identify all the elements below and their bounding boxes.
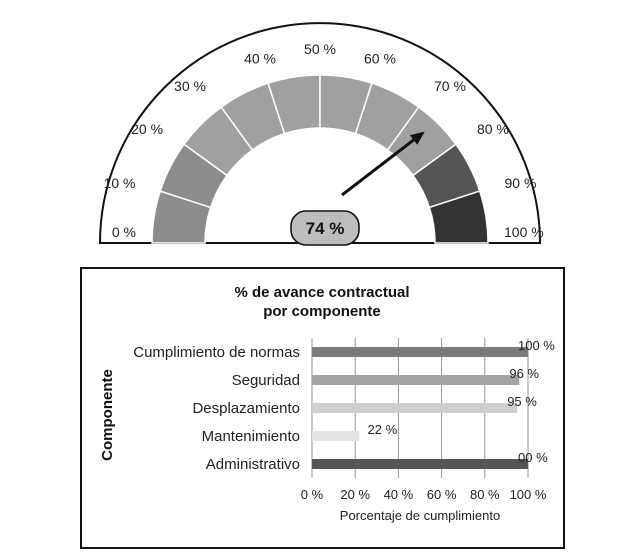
category-label: Desplazamiento bbox=[192, 400, 300, 417]
data-label: 95 % bbox=[507, 394, 537, 409]
gauge-tick-label: 50 % bbox=[304, 41, 336, 57]
data-label: 96 % bbox=[509, 366, 540, 381]
gauge-tick-label: 60 % bbox=[363, 50, 396, 67]
category-label: Administrativo bbox=[205, 456, 300, 473]
gauge-tick-label: 20 % bbox=[131, 120, 164, 137]
gauge-tick-label: 70 % bbox=[434, 78, 466, 95]
gauge-tick-label: 0 % bbox=[111, 224, 136, 240]
bar bbox=[312, 403, 517, 413]
x-tick-label: 40 % bbox=[383, 487, 414, 502]
gauge bbox=[100, 23, 544, 245]
x-tick-label: 80 % bbox=[469, 487, 500, 502]
category-label: Mantenimiento bbox=[201, 428, 300, 445]
gauge-tick-label: 90 % bbox=[504, 175, 537, 192]
bar bbox=[312, 375, 519, 385]
bar bbox=[312, 347, 528, 357]
x-tick-label: 100 % bbox=[509, 487, 547, 502]
chart-title-line-2: por componente bbox=[263, 303, 381, 320]
gauge-tick-label: 80 % bbox=[476, 120, 509, 137]
y-axis-label: Componente bbox=[99, 369, 116, 461]
category-label: Cumplimiento de normas bbox=[133, 344, 300, 361]
x-tick-label: 0 % bbox=[300, 487, 324, 502]
gauge-tick-label: 40 % bbox=[244, 50, 277, 67]
data-label: 22 % bbox=[367, 422, 398, 437]
data-label: 00 % bbox=[518, 450, 548, 465]
bar bbox=[312, 459, 528, 469]
x-axis-label: Porcentaje de cumplimiento bbox=[339, 508, 501, 523]
category-label: Seguridad bbox=[231, 372, 300, 389]
x-tick-label: 60 % bbox=[426, 487, 457, 502]
gauge-value-label: 74 % bbox=[305, 219, 345, 238]
gauge-tick-label: 10 % bbox=[103, 175, 136, 192]
gauge-needle bbox=[342, 140, 414, 195]
gauge-tick-label: 100 % bbox=[504, 224, 544, 240]
bar bbox=[312, 431, 360, 441]
chart-title-line-1: % de avance contractual bbox=[234, 284, 410, 301]
data-label: 100 % bbox=[518, 338, 555, 353]
x-tick-label: 20 % bbox=[340, 487, 371, 502]
bar-chart-panel bbox=[81, 268, 564, 548]
gauge-tick-label: 30 % bbox=[174, 78, 206, 95]
